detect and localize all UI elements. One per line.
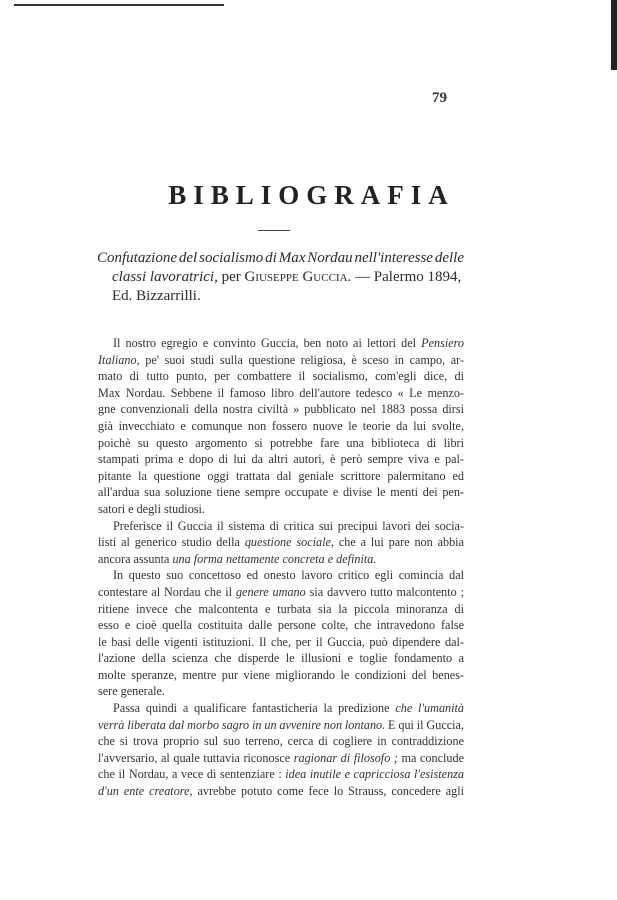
text-line-content (98, 651, 464, 665)
text-line-content (98, 436, 464, 450)
text-line (98, 551, 464, 568)
text-line-content (98, 452, 464, 466)
text-line (97, 268, 464, 287)
text-line-content (98, 419, 464, 433)
text-line-content (98, 535, 464, 549)
italic-text: Italiano, (98, 352, 140, 367)
text-line-content (112, 269, 461, 285)
text-line (97, 287, 464, 306)
text-line (98, 468, 464, 485)
author-name: Giuseppe Guccia (244, 269, 348, 285)
text-segment: che a lui pare non abbia (333, 535, 464, 550)
text-segment: ritiene invece che malcontenta e turbata sia la piccola minoranza di (98, 601, 464, 616)
text-segment: ancora assunta (98, 551, 173, 566)
text-line (98, 501, 464, 518)
text-segment: Passa quindi a qualificare fantasticheria la predizione (113, 701, 396, 716)
text-segment: avrebbe potuto come fece lo Strauss, concedere agli (192, 784, 464, 799)
text-segment: le basi delle vigenti istituzioni. Il che, per il Guccia, può dipendere dal- (98, 634, 464, 649)
text-line-content (98, 751, 464, 765)
text-line-content (98, 684, 165, 698)
text-line-content (98, 602, 464, 616)
italic-text: genere umano (235, 584, 306, 599)
text-line (98, 518, 464, 535)
italic-text: Pensiero (421, 336, 464, 350)
text-segment: sere generale. (98, 684, 165, 699)
text-line (98, 683, 464, 700)
text-line-content (98, 353, 464, 367)
text-line-content (113, 568, 464, 582)
text-line (98, 617, 464, 634)
text-segment: Ed. Bizzarrilli. (112, 288, 201, 304)
text-line-content (98, 552, 376, 566)
text-line-content (98, 402, 464, 416)
text-line (98, 584, 464, 601)
text-line (98, 451, 464, 468)
text-segment: stampati prima e dopo di lui da altri autori, è però sempre viva e pal- (98, 452, 464, 467)
text-line-content (113, 519, 464, 533)
text-segment: In questo suo concettoso ed onesto lavoro critico egli comincia dal (113, 568, 464, 583)
text-line (98, 401, 464, 418)
heading-rule (258, 230, 290, 231)
italic-text: ragionar di filosofo ; (293, 750, 398, 765)
text-line (98, 750, 464, 767)
text-line-content (98, 618, 464, 632)
paragraph (98, 335, 464, 518)
text-line-content (98, 718, 464, 732)
text-line-content (98, 635, 464, 649)
text-segment: Il nostro egregio e convinto Guccia, ben noto ai lettori del (113, 336, 422, 350)
text-segment: l'azione della scienza che disperde le illusioni e toglie fondamento a (98, 651, 464, 666)
text-segment: all'ardua sua soluzione tiene sempre occupate e divise le menti dei pen- (98, 485, 464, 500)
text-segment: pe' suoi studi sulla questione religiosa, è sceso in campo, ar- (139, 352, 464, 367)
bibliographic-citation (97, 249, 464, 306)
italic-text: questione sociale, (244, 535, 334, 550)
paragraph (98, 567, 464, 700)
text-segment: . — Palermo 1894, (347, 269, 462, 285)
text-segment: molte speranze, mentre pur viene migliorando le condizioni del benes- (98, 667, 464, 682)
italic-text: d'un ente creatore, (98, 784, 193, 799)
text-line-content (98, 485, 464, 499)
text-segment: l'avversario, al quale tuttavia riconosce (98, 750, 294, 765)
text-segment: ma conclude (397, 750, 464, 765)
text-line (98, 717, 464, 734)
text-line-content (97, 250, 464, 266)
text-line (98, 335, 464, 352)
text-segment: esso e cioè quella costituita dalle persone colte, che intravedono false (98, 618, 464, 633)
text-segment: che il Nordau, a vece di sentenziare : (98, 767, 286, 782)
text-line (98, 385, 464, 402)
text-line-content (113, 336, 464, 350)
text-line-content (112, 288, 201, 304)
text-segment: listi al generico studio della (98, 535, 245, 550)
text-segment: E qui il Guccia, (385, 717, 464, 732)
page-number: 79 (432, 90, 447, 106)
text-segment: che si trova proprio sul suo terreno, cerca di cogliere in contraddizione (98, 734, 464, 749)
text-line (98, 783, 464, 800)
italic-text: una forma nettamente concreta e definita. (172, 551, 377, 566)
text-line (98, 418, 464, 435)
italic-text: verrà liberata dal morbo sagro in un avvenire non lontano. (98, 717, 386, 732)
text-segment: pitante la questione oggi trattata dal geniale scrittore palermitano ed (98, 468, 464, 483)
text-line (98, 733, 464, 750)
text-line-content (98, 469, 464, 483)
review-body (98, 335, 464, 800)
text-line (98, 352, 464, 369)
scan-edge-shadow (611, 0, 617, 70)
italic-text: Confutazione del socialismo di Max Nordau nell'interesse delle (97, 250, 464, 266)
text-line (98, 368, 464, 385)
text-line (98, 534, 464, 551)
text-line-content (98, 767, 464, 781)
text-line (98, 484, 464, 501)
text-segment: sia davvero tutto malcontento ; (305, 584, 465, 599)
text-line-content (98, 369, 464, 383)
text-line (98, 634, 464, 651)
section-heading: BIBLIOGRAFIA (168, 180, 455, 210)
text-line (98, 567, 464, 584)
text-line-content (113, 701, 464, 715)
text-line (98, 650, 464, 667)
text-segment: per (217, 269, 245, 285)
text-segment: già invecchiato e comunque non fossero nuove le teorie da lui svolte, (98, 418, 464, 433)
italic-text: idea inutile e capricciosa l'esistenza (285, 767, 464, 782)
text-segment: Preferisce il Guccia il sistema di critica sui precipui lavori dei socia- (113, 518, 464, 533)
scan-edge-line (14, 4, 224, 6)
text-segment: contestare al Nordau che il (98, 584, 236, 599)
italic-text: che l'umanità (395, 701, 464, 716)
text-line (98, 667, 464, 684)
text-line (98, 700, 464, 717)
italic-text: classi lavoratrici, (112, 269, 218, 285)
text-line-content (98, 734, 464, 748)
text-segment: gne convenzionali della nostra civiltà » pubblicato nel 1883 possa dirsi (98, 402, 464, 417)
text-line-content (98, 502, 205, 516)
text-line-content (98, 784, 464, 798)
text-line (98, 435, 464, 452)
text-line-content (98, 585, 464, 599)
paragraph (98, 700, 464, 800)
text-line (97, 249, 464, 268)
text-line (98, 601, 464, 618)
text-line-content (98, 668, 464, 682)
text-segment: satori e degli studiosi. (98, 501, 205, 516)
text-segment: mato di tutto punto, per combattere il socialismo, com'egli dice, di (98, 369, 464, 384)
text-line-content (98, 386, 464, 400)
text-segment: Max Nordau. Sebbene il famoso libro dell'autore tedesco « Le menzo- (98, 385, 464, 400)
text-segment: poichè su questo argomento si potrebbe fare una biblioteca di libri (98, 435, 464, 450)
text-line (98, 766, 464, 783)
paragraph (98, 518, 464, 568)
